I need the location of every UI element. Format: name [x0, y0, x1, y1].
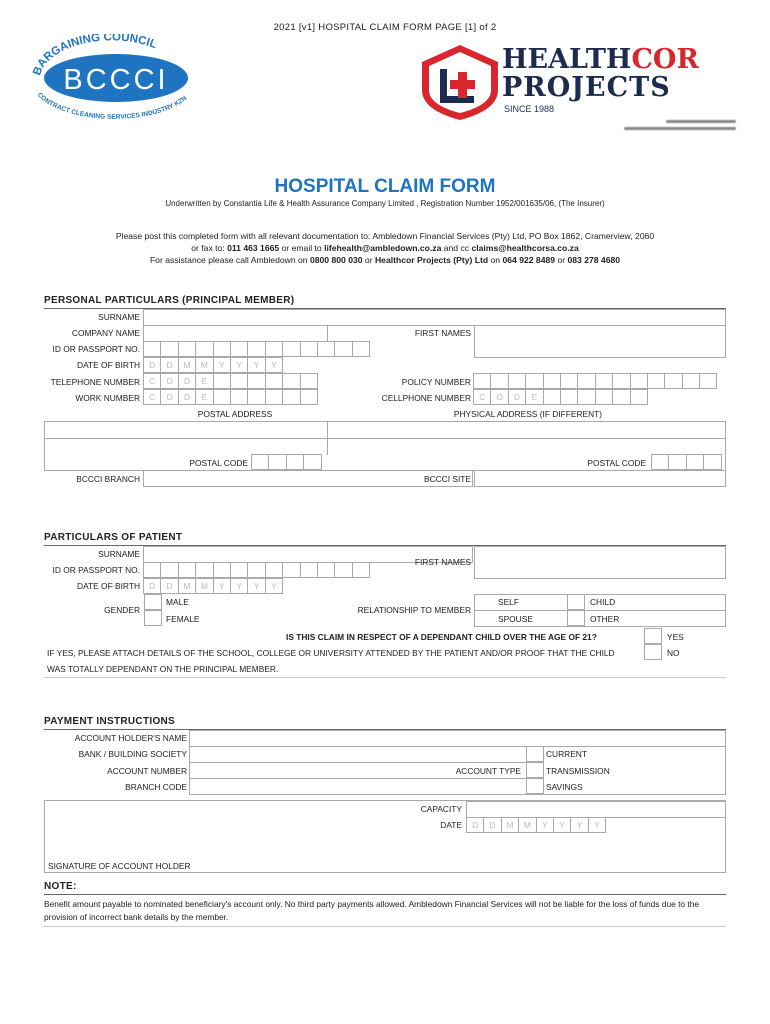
spouse-label: SPOUSE — [498, 614, 533, 624]
yes-label: YES — [667, 632, 684, 642]
bank-label: BANK / BUILDING SOCIETY — [78, 749, 187, 759]
telephone-cells[interactable]: C O D E — [144, 373, 318, 389]
holder-field[interactable] — [189, 730, 726, 747]
postal-code-cells[interactable] — [252, 454, 322, 470]
patient-id-label: ID OR PASSPORT NO. — [52, 565, 140, 575]
signature-label: SIGNATURE OF ACCOUNT HOLDER — [48, 861, 191, 871]
bccci-logo — [22, 34, 202, 124]
first-names-field[interactable] — [474, 325, 726, 358]
transmission-label: TRANSMISSION — [546, 766, 610, 776]
child-label: CHILD — [590, 597, 616, 607]
work-cells[interactable]: C O D E — [144, 389, 318, 405]
page-header: 2021 [v1] HOSPITAL CLAIM FORM PAGE [1] of 2 — [273, 22, 497, 33]
policy-cells[interactable] — [474, 373, 717, 389]
note-text: Benefit amount payable to nominated beneficiary's account only. No third party payments allowed. Ambledown Financial Services will not be liable for the loss of funds due to the provision of incorrect bank details by the member. — [44, 899, 700, 922]
patient-surname-label: SURNAME — [98, 549, 140, 559]
yes-checkbox[interactable] — [644, 628, 662, 644]
account-type-label: ACCOUNT TYPE — [380, 766, 521, 776]
patient-dob-label: DATE OF BIRTH — [77, 581, 140, 591]
postal-code-label: POSTAL CODE — [189, 458, 248, 468]
postal-code2-cells[interactable] — [652, 454, 722, 470]
self-label: SELF — [498, 597, 519, 607]
instructions-line3: For assistance please call Ambledown on 0800 800 030 or Healthcor Projects (Pty) Ltd on 064 922 8489 or 083 278 4680 — [149, 255, 621, 265]
fax-number: 011 463 1665 — [227, 243, 280, 253]
telephone-label: TELEPHONE NUMBER — [50, 377, 140, 387]
capacity-field[interactable] — [466, 801, 726, 818]
form-title: HOSPITAL CLAIM FORM — [274, 176, 496, 197]
attach-text-1: IF YES, PLEASE ATTACH DETAILS OF THE SCHOOL, COLLEGE OR UNIVERSITY ATTENDED BY THE PATIENT AND/OR PROOF THAT THE CHILD — [47, 648, 615, 658]
svg-text:BARGAINING COUNCIL: BARGAINING COUNCIL — [31, 34, 159, 78]
patient-first-names-label: FIRST NAMES — [414, 557, 471, 567]
female-label: FEMALE — [166, 614, 200, 624]
healthcor-since: SINCE 1988 — [504, 104, 555, 114]
cellphone-label: CELLPHONE NUMBER — [381, 393, 471, 403]
cellphone-cells[interactable]: C O D E — [474, 389, 648, 405]
healthcor-name-a: HEALTH — [502, 44, 632, 75]
healthcor-name-line2: PROJECTS — [502, 72, 671, 103]
capacity-label: CAPACITY — [420, 804, 462, 814]
branch-code-label: BRANCH CODE — [125, 782, 187, 792]
attach-text-2: WAS TOTALLY DEPENDANT ON THE PRINCIPAL MEMBER. — [47, 664, 279, 674]
email-link[interactable]: lifehealth@ambledown.co.za — [324, 243, 442, 253]
policy-label: POLICY NUMBER — [401, 377, 471, 387]
patient-id-cells[interactable] — [144, 562, 370, 578]
no-label: NO — [667, 648, 680, 658]
payment-heading: PAYMENT INSTRUCTIONS — [44, 716, 176, 727]
svg-text:CONTRACT CLEANING SERVICES IND: CONTRACT CLEANING SERVICES INDUSTRY KZN — [35, 91, 189, 121]
branch-label: BCCCI BRANCH — [76, 474, 140, 484]
instructions-line2: or fax to: 011 463 1665 or email to lifehealth@ambledown.co.za and cc claims@healthcorsa.co.za — [191, 243, 579, 253]
no-checkbox[interactable] — [644, 644, 662, 660]
healthcor-logo — [414, 42, 744, 138]
svg-text:BCCCI: BCCCI — [63, 64, 169, 96]
patient-heading: PARTICULARS OF PATIENT — [44, 532, 183, 543]
male-checkbox[interactable] — [144, 594, 162, 610]
dependant-question: IS THIS CLAIM IN RESPECT OF A DEPENDANT CHILD OVER THE AGE OF 21? — [286, 632, 597, 642]
healthcor-name-b: COR — [631, 44, 699, 75]
personal-heading: PERSONAL PARTICULARS (PRINCIPAL MEMBER) — [44, 295, 295, 306]
patient-dob-cells[interactable]: D D M M Y Y Y Y — [144, 578, 283, 594]
female-checkbox[interactable] — [144, 610, 162, 626]
company-field[interactable] — [143, 325, 328, 342]
instructions-line1: Please post this completed form with all relevant documentation to: Ambledown Financial Services (Pty) Ltd, PO Box 1862, Cramerview, 2060 — [115, 231, 655, 241]
physical-address-label: PHYSICAL ADDRESS (IF DIFFERENT) — [453, 409, 603, 419]
surname-label: SURNAME — [98, 312, 140, 322]
postal-address-label: POSTAL ADDRESS — [197, 409, 273, 419]
spouse-checkbox[interactable] — [567, 610, 585, 626]
signature-date-cells[interactable]: D D M M Y Y Y Y — [467, 817, 606, 833]
id-label: ID OR PASSPORT NO. — [52, 344, 140, 354]
self-checkbox[interactable] — [567, 594, 585, 610]
account-number-label: ACCOUNT NUMBER — [107, 766, 187, 776]
company-label: COMPANY NAME — [71, 328, 140, 338]
holder-label: ACCOUNT HOLDER'S NAME — [74, 733, 187, 743]
form-subtitle: Underwritten by Constantia Life & Health Assurance Company Limited , Registration Number 1952/001635/06, (The Insurer) — [165, 199, 605, 208]
work-label: WORK NUMBER — [75, 393, 140, 403]
healthcor-caption-lines — [626, 120, 736, 134]
branch-code-field[interactable] — [189, 778, 527, 795]
site-label: BCCCI SITE — [424, 474, 471, 484]
bank-field[interactable] — [189, 746, 527, 763]
other-label: OTHER — [590, 614, 620, 624]
id-number-cells[interactable] — [144, 341, 370, 357]
relationship-label: RELATIONSHIP TO MEMBER — [357, 605, 471, 615]
male-label: MALE — [166, 597, 189, 607]
current-label: CURRENT — [546, 749, 587, 759]
site-field[interactable] — [474, 470, 726, 487]
surname-field[interactable] — [143, 309, 726, 326]
note-heading: NOTE: — [44, 881, 77, 892]
date-label: DATE — [440, 820, 462, 830]
first-names-label: FIRST NAMES — [414, 328, 471, 338]
patient-first-names-field[interactable] — [474, 546, 726, 579]
dob-label: DATE OF BIRTH — [77, 360, 140, 370]
dob-cells[interactable]: D D M M Y Y Y Y — [144, 357, 283, 373]
cc-email-link[interactable]: claims@healthcorsa.co.za — [471, 243, 579, 253]
postal-code2-label: POSTAL CODE — [587, 458, 646, 468]
savings-label: SAVINGS — [546, 782, 583, 792]
gender-label: GENDER — [104, 605, 140, 615]
